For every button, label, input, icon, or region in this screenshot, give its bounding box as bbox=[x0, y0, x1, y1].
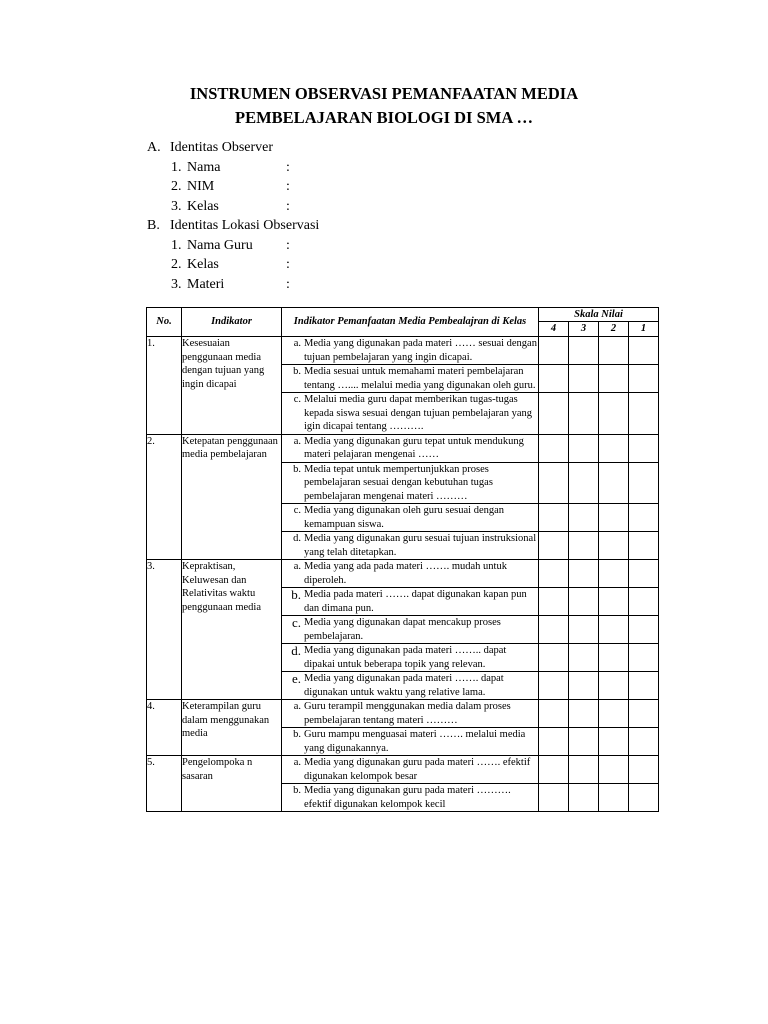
field-lokasi-nama-guru bbox=[147, 236, 319, 256]
item-letter: b. bbox=[293, 785, 301, 796]
item-letter: a. bbox=[293, 701, 301, 712]
item-text: Media yang digunakan dapat mencakup proses pembelajaran. bbox=[304, 617, 501, 642]
table-row bbox=[147, 700, 659, 728]
header-row bbox=[147, 308, 659, 322]
score-cell[interactable] bbox=[539, 434, 569, 462]
score-cell[interactable] bbox=[539, 504, 569, 532]
row-number: 5. bbox=[147, 756, 182, 812]
score-cell[interactable] bbox=[539, 337, 569, 365]
field-lokasi-materi bbox=[147, 275, 319, 295]
field-label: Kelas bbox=[187, 257, 219, 272]
header-score-4: 4 bbox=[539, 322, 569, 337]
field-label: Materi bbox=[187, 276, 225, 292]
observation-table bbox=[146, 307, 659, 812]
table-row bbox=[147, 434, 659, 462]
score-cell[interactable] bbox=[629, 393, 659, 435]
item-letter: a. bbox=[293, 757, 301, 768]
row-number: 2. bbox=[147, 434, 182, 560]
header-score-3: 3 bbox=[569, 322, 599, 337]
score-cell[interactable] bbox=[629, 728, 659, 756]
score-cell[interactable] bbox=[599, 756, 629, 784]
header-score-2: 2 bbox=[599, 322, 629, 337]
item-text: Media yang digunakan pada materi ……. dapat digunakan untuk waktu yang relative lama. bbox=[304, 673, 504, 698]
score-cell[interactable] bbox=[539, 532, 569, 560]
score-cell[interactable] bbox=[629, 560, 659, 588]
score-cell[interactable] bbox=[629, 434, 659, 462]
score-cell[interactable] bbox=[599, 616, 629, 644]
field-lokasi-kelas bbox=[147, 255, 319, 275]
score-cell[interactable] bbox=[599, 434, 629, 462]
score-cell[interactable] bbox=[629, 462, 659, 504]
score-cell[interactable] bbox=[629, 644, 659, 672]
score-cell[interactable] bbox=[629, 337, 659, 365]
score-cell[interactable] bbox=[629, 616, 659, 644]
score-cell[interactable] bbox=[539, 560, 569, 588]
item-text: Media sesuai untuk memahami materi pembelajaran tentang ….... melalui media yang digunakan oleh guru. bbox=[304, 366, 536, 391]
field-label: Kelas bbox=[187, 198, 219, 214]
field-colon: : bbox=[286, 159, 290, 175]
indicator-item bbox=[282, 672, 539, 700]
score-cell[interactable] bbox=[599, 532, 629, 560]
score-cell[interactable] bbox=[539, 784, 569, 812]
score-cell[interactable] bbox=[539, 756, 569, 784]
score-cell[interactable] bbox=[539, 728, 569, 756]
indicator-item bbox=[282, 393, 539, 435]
score-cell[interactable] bbox=[569, 700, 599, 728]
score-cell[interactable] bbox=[569, 588, 599, 616]
score-cell[interactable] bbox=[599, 560, 629, 588]
indicator-item bbox=[282, 616, 539, 644]
row-number: 4. bbox=[147, 700, 182, 756]
row-indikator: Pengelompoka n sasaran bbox=[182, 756, 282, 812]
field-number: 3. bbox=[171, 276, 182, 292]
score-cell[interactable] bbox=[629, 784, 659, 812]
item-letter: c. bbox=[293, 394, 301, 405]
indicator-item bbox=[282, 644, 539, 672]
section-letter: A. bbox=[147, 140, 161, 155]
field-observer-kelas bbox=[147, 197, 319, 217]
item-text: Media yang digunakan pada materi …….. dapat dipakai untuk beberapa topik yang relevan. bbox=[304, 645, 507, 670]
header-indikator: Indikator bbox=[182, 308, 282, 337]
score-cell[interactable] bbox=[599, 728, 629, 756]
table-row bbox=[147, 756, 659, 784]
item-letter: d. bbox=[291, 643, 301, 658]
field-number: 1. bbox=[171, 237, 182, 253]
score-cell[interactable] bbox=[569, 644, 599, 672]
item-letter: b. bbox=[293, 366, 301, 377]
table-row bbox=[147, 337, 659, 365]
score-cell[interactable] bbox=[599, 337, 629, 365]
score-cell[interactable] bbox=[629, 532, 659, 560]
row-number: 1. bbox=[147, 337, 182, 435]
field-colon: : bbox=[286, 198, 290, 214]
score-cell[interactable] bbox=[539, 365, 569, 393]
row-indikator: Keterampilan guru dalam menggunakan media bbox=[182, 700, 282, 756]
score-cell[interactable] bbox=[539, 616, 569, 644]
item-text: Media yang digunakan guru pada materi ……. efektif digunakan kelompok besar bbox=[304, 757, 531, 782]
score-cell[interactable] bbox=[569, 784, 599, 812]
section-letter: B. bbox=[147, 218, 160, 233]
title-line-2: PEMBELAJARAN BIOLOGI DI SMA … bbox=[235, 108, 533, 127]
field-label: Nama bbox=[187, 159, 221, 175]
section-a-heading bbox=[147, 138, 319, 158]
score-cell[interactable] bbox=[569, 462, 599, 504]
section-heading: Identitas Lokasi Observasi bbox=[170, 218, 320, 233]
indicator-item bbox=[282, 784, 539, 812]
indicator-item bbox=[282, 560, 539, 588]
score-cell[interactable] bbox=[629, 365, 659, 393]
score-cell[interactable] bbox=[569, 728, 599, 756]
score-cell[interactable] bbox=[569, 434, 599, 462]
field-colon: : bbox=[286, 179, 290, 194]
item-letter: c. bbox=[293, 505, 301, 516]
item-text: Media pada materi ……. dapat digunakan kapan pun dan dimana pun. bbox=[304, 589, 527, 614]
field-label: NIM bbox=[187, 179, 215, 194]
score-cell[interactable] bbox=[569, 560, 599, 588]
identity-sections bbox=[147, 138, 319, 294]
document-title bbox=[0, 82, 768, 130]
header-pemanfaatan: Indikator Pemanfaatan Media Pembealajran di Kelas bbox=[282, 308, 539, 337]
row-indikator: Ketepatan penggunaan media pembelajaran bbox=[182, 434, 282, 560]
item-text: Media yang ada pada materi ……. mudah untuk diperoleh. bbox=[304, 561, 507, 586]
indicator-item bbox=[282, 337, 539, 365]
score-cell[interactable] bbox=[599, 784, 629, 812]
score-cell[interactable] bbox=[539, 672, 569, 700]
score-cell[interactable] bbox=[599, 504, 629, 532]
score-cell[interactable] bbox=[599, 700, 629, 728]
field-number: 1. bbox=[171, 159, 182, 175]
item-letter: d. bbox=[293, 533, 301, 544]
row-indikator: Kepraktisan, Keluwesan dan Relativitas waktu penggunaan media bbox=[182, 560, 282, 700]
item-text: Media yang digunakan pada materi …… sesuai dengan tujuan pembelajaran yang ingin dicapai. bbox=[304, 338, 537, 363]
header-no: No. bbox=[147, 308, 182, 337]
field-number: 2. bbox=[171, 257, 182, 272]
item-text: Guru terampil menggunakan media dalam proses pembelajaran tentang materi ……… bbox=[304, 701, 511, 726]
section-heading: Identitas Observer bbox=[170, 140, 274, 155]
score-cell[interactable] bbox=[569, 504, 599, 532]
score-cell[interactable] bbox=[539, 700, 569, 728]
observation-table-body bbox=[147, 308, 659, 812]
indicator-item bbox=[282, 700, 539, 728]
item-text: Media tepat untuk mempertunjukkan proses pembelajaran sesuai dengan kebutuhan tugas pembelajaran mengenai materi ……… bbox=[304, 463, 493, 502]
score-cell[interactable] bbox=[539, 393, 569, 435]
item-text: Media yang digunakan guru tepat untuk mendukung materi pelajaran mengenai …… bbox=[304, 435, 524, 460]
score-cell[interactable] bbox=[539, 644, 569, 672]
indicator-item bbox=[282, 532, 539, 560]
score-cell[interactable] bbox=[629, 588, 659, 616]
indicator-item bbox=[282, 462, 539, 504]
item-letter: b. bbox=[293, 463, 301, 475]
field-observer-nama bbox=[147, 158, 319, 178]
field-number: 2. bbox=[171, 179, 182, 194]
score-cell[interactable] bbox=[569, 672, 599, 700]
item-text: Melalui media guru dapat memberikan tugas-tugas kepada siswa sesuai dengan tujuan pembelajaran yang igin dicapai tentang ………. bbox=[304, 394, 533, 432]
item-letter: a. bbox=[293, 561, 301, 572]
score-cell[interactable] bbox=[569, 365, 599, 393]
indicator-item bbox=[282, 365, 539, 393]
item-letter: c. bbox=[291, 615, 301, 630]
item-text: Media yang digunakan oleh guru sesuai dengan kemampuan siswa. bbox=[304, 505, 505, 530]
item-text: Guru mampu menguasai materi ……. melalui media yang digunakannya. bbox=[304, 729, 526, 754]
score-cell[interactable] bbox=[569, 393, 599, 435]
score-cell[interactable] bbox=[629, 504, 659, 532]
score-cell[interactable] bbox=[539, 588, 569, 616]
item-text: Media yang digunakan guru pada materi ………. efektif digunakan kelompok kecil bbox=[304, 785, 511, 810]
field-colon: : bbox=[286, 237, 290, 253]
item-text: Media yang digunakan guru sesuai tujuan instruksional yang telah ditetapkan. bbox=[304, 533, 537, 558]
header-skala-nilai: Skala Nilai bbox=[539, 308, 659, 322]
indicator-item bbox=[282, 756, 539, 784]
row-number: 3. bbox=[147, 560, 182, 700]
field-label: Nama Guru bbox=[187, 237, 253, 253]
indicator-item bbox=[282, 504, 539, 532]
field-observer-nim bbox=[147, 177, 319, 197]
item-letter: a. bbox=[293, 338, 301, 349]
indicator-item bbox=[282, 728, 539, 756]
table-row bbox=[147, 560, 659, 588]
score-cell[interactable] bbox=[599, 393, 629, 435]
indicator-item bbox=[282, 588, 539, 616]
score-cell[interactable] bbox=[539, 462, 569, 504]
field-number: 3. bbox=[171, 198, 182, 214]
section-b-heading bbox=[147, 216, 319, 236]
score-cell[interactable] bbox=[569, 756, 599, 784]
indicator-item bbox=[282, 434, 539, 462]
title-line-1: INSTRUMEN OBSERVASI PEMANFAATAN MEDIA bbox=[189, 84, 579, 103]
score-cell[interactable] bbox=[629, 756, 659, 784]
header-score-1: 1 bbox=[629, 322, 659, 337]
field-colon: : bbox=[286, 257, 290, 272]
score-cell[interactable] bbox=[629, 672, 659, 700]
item-letter: b. bbox=[293, 729, 301, 740]
item-letter: a. bbox=[293, 435, 301, 447]
score-cell[interactable] bbox=[599, 365, 629, 393]
item-letter: e. bbox=[291, 671, 301, 686]
score-cell[interactable] bbox=[599, 588, 629, 616]
field-colon: : bbox=[286, 276, 290, 292]
score-cell[interactable] bbox=[599, 462, 629, 504]
score-cell[interactable] bbox=[569, 532, 599, 560]
score-cell[interactable] bbox=[599, 644, 629, 672]
score-cell[interactable] bbox=[599, 672, 629, 700]
score-cell[interactable] bbox=[629, 700, 659, 728]
row-indikator: Kesesuaian penggunaan media dengan tujuan yang ingin dicapai bbox=[182, 337, 282, 435]
score-cell[interactable] bbox=[569, 616, 599, 644]
score-cell[interactable] bbox=[569, 337, 599, 365]
item-letter: b. bbox=[291, 587, 301, 602]
